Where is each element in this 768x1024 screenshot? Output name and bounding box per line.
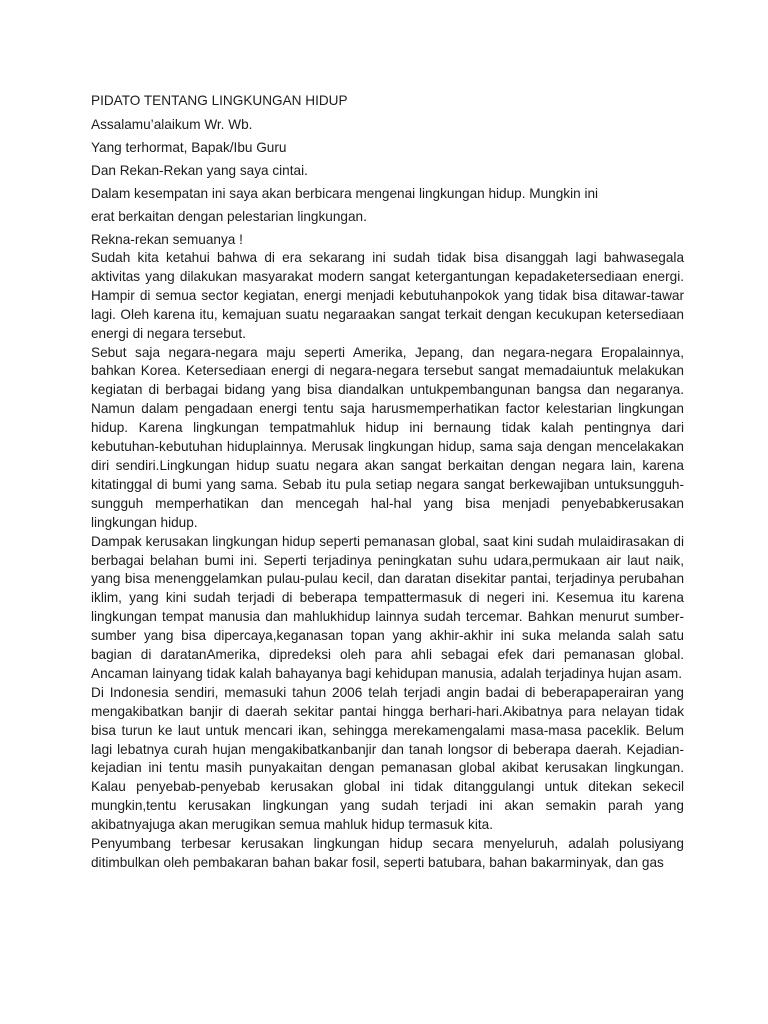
body-paragraph: Di Indonesia sendiri, memasuki tahun 2006 telah terjadi angin badai di beberapaperairan yang mengakibatkan banjir di daerah sekitar pantai hingga berhari-hari.Akibatnya para nelayan tidak bisa turun ke laut untuk mencari ikan, sehingga merekamengalami masa-masa paceklik. Belum lagi lebatnya curah hujan mengakibatkanbanjir dan tanah longsor di beberapa daerah. Kejadian-kejadian ini tentu masih punyakaitan dengan pemanasan global akibat kerusakan lingkungan. Kalau penyebab-penyebab kerusakan global ini tidak ditanggulangi untuk ditekan sekecil mungkin,tentu kerusakan lingkungan yang sudah terjadi ini akan semakin parah yang akibatnyajuga akan merugikan semua mahluk hidup termasuk kita. — [91, 684, 684, 833]
greeting-line: Assalamu’alaikum Wr. Wb. — [91, 117, 253, 132]
salutation-line: Yang terhormat, Bapak/Ibu Guru — [91, 140, 287, 155]
body-paragraph: Penyumbang terbesar kerusakan lingkungan hidup secara menyeluruh, adalah polusiyang ditimbulkan oleh pembakaran bahan bakar fosil, seperti batubara, bahan bakarminyak, dan gas — [91, 836, 684, 870]
address-line: Rekna-rekan semuanya ! — [91, 232, 243, 247]
salutation-line: Dan Rekan-Rekan yang saya cintai. — [91, 163, 308, 178]
body-paragraph: Sebut saja negara-negara maju seperti Amerika, Jepang, dan negara-negara Eropalainnya, bahkan Korea. Ketersediaan energi di negara-negara tersebut sangat memadaiuntuk melakukan kegiatan di berbagai bidang yang bisa diandalkan untukpembangunan bangsa dan negaranya. Namun dalam pengadaan energi tentu saja harusmemperhatikan factor kelestarian lingkungan hidup. Karena lingkungan tempatmahluk hidup ini bernaung tidak kalah pentingnya dari kebutuhan-kebutuhan hiduplainnya. Merusak lingkungan hidup, sama saja dengan mencelakakan diri sendiri.Lingkungan hidup suatu negara akan sangat berkaitan dengan negara lain, karena kitatinggal di bumi yang sama. Sebab itu pula setiap negara sangat berkewajiban untuksungguh-sungguh memperhatikan dan mencegah hal-hal yang bisa menjadi penyebabkerusakan lingkungan hidup. — [91, 344, 684, 530]
document-title: PIDATO TENTANG LINGKUNGAN HIDUP — [91, 93, 348, 108]
intro-line: Dalam kesempatan ini saya akan berbicara mengenai lingkungan hidup. Mungkin ini — [91, 186, 599, 201]
body-paragraph: Sudah kita ketahui bahwa di era sekarang ini sudah tidak bisa disanggah lagi bahwasegala aktivitas yang dilakukan masyarakat modern sangat ketergantungan kepadaketersediaan energi. Hampir di semua sector kegiatan, energi menjadi kebutuhanpokok yang tidak bisa ditawar-tawar lagi. Oleh karena itu, kemajuan suatu negaraakan sangat terkait dengan kecukupan ketersediaan energi di negara tersebut. — [91, 250, 684, 341]
intro-line: erat berkaitan dengan pelestarian lingkungan. — [91, 209, 367, 224]
body-paragraph: Dampak kerusakan lingkungan hidup seperti pemanasan global, saat kini sudah mulaidirasakan di berbagai belahan bumi ini. Seperti terjadinya peningkatan suhu udara,permukaan air laut naik, yang bisa menenggelamkan pulau-pulau kecil, dan daratan disekitar pantai, terjadinya perubahan iklim, yang kini sudah terjadi di beberapa tempattermasuk di negeri ini. Kesemua itu karena lingkungan tempat manusia dan mahlukhidup lainnya sudah tercemar. Bahkan menurut sumber-sumber yang bisa dipercaya,keganasan topan yang akhir-akhir ini suka melanda salah satu bagian di daratanAmerika, dipredeksi oleh para ahli sebagai efek dari pemanasan global. Ancaman lainyang tidak kalah bahayanya bagi kehidupan manusia, adalah terjadinya hujan asam. — [91, 533, 684, 681]
